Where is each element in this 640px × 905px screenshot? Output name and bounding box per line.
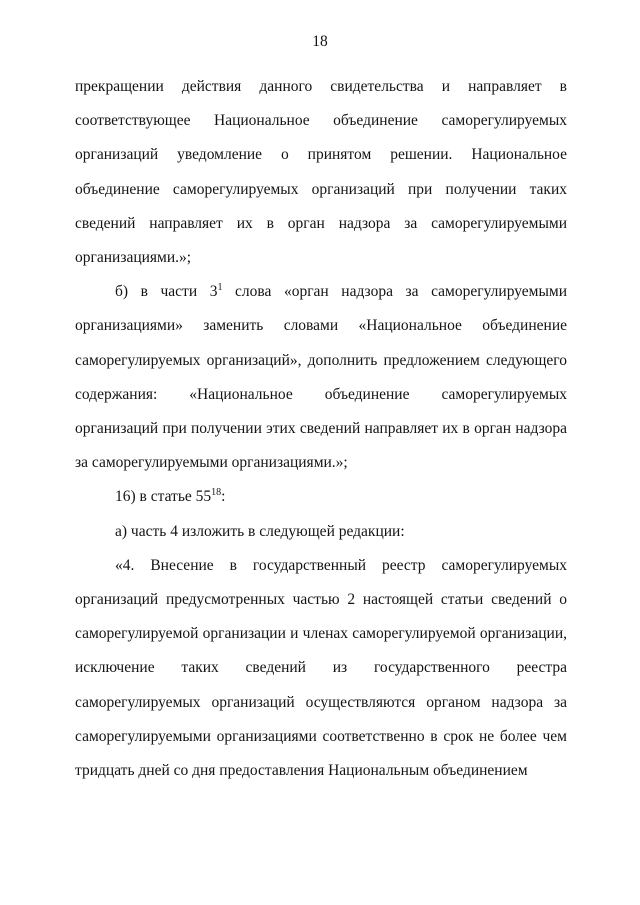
paragraph-item-b <box>75 275 567 480</box>
paragraph-text: «4. Внесение в государственный реестр саморегулируемых организаций предусмотренных частью 2 настоящей статьи сведений о саморегулируемой организации и членах саморегулируемой организации, исключение таких сведений из государственного реестра саморегулируемых организаций осуществляются органом надзора за саморегулируемыми организациями соответственно в срок не более чем тридцать дней со дня предоставления Национальным объединением <box>75 556 567 780</box>
paragraph-item-16 <box>75 480 567 514</box>
paragraph-quote-4 <box>75 549 567 788</box>
paragraph-text: б) в части 3 <box>115 283 218 301</box>
paragraph-text: 16) в статье 55 <box>115 488 212 506</box>
page-number: 18 <box>312 33 328 50</box>
document-body <box>75 70 567 788</box>
superscript-index: 1 <box>217 282 223 294</box>
paragraph-text: слова «орган надзора за саморегулируемыми организациями» заменить словами «Национальное объединение саморегулируемых организаций», дополнить предложением следующего содержания: «Национальное объединение саморегулируемых организаций при получении этих сведений направляет их в орган надзора за саморегулируемыми организациями.»; <box>75 283 567 472</box>
paragraph-text: : <box>221 488 226 506</box>
paragraph-text: прекращении действия данного свидетельства и направляет в соответствующее Национальное объединение саморегулируемых организаций уведомление о принятом решении. Национальное объединение саморегулируемых организаций при получении таких сведений направляет их в орган надзора за саморегулируемыми организациями.»; <box>75 78 567 267</box>
paragraph-text: а) часть 4 изложить в следующей редакции: <box>115 522 405 540</box>
paragraph-item-a <box>75 515 567 549</box>
superscript-index: 18 <box>211 487 222 499</box>
paragraph-continuation <box>75 70 567 275</box>
